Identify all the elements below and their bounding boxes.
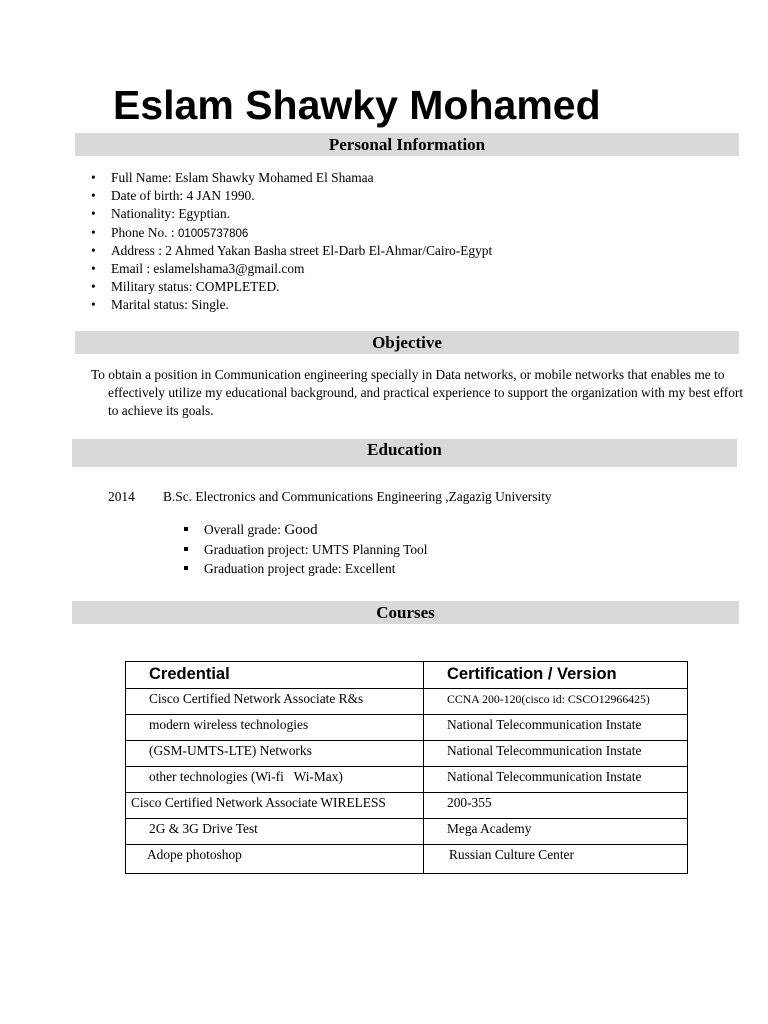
section-header-objective: Objective <box>75 331 739 354</box>
table-row <box>126 819 688 845</box>
table-row <box>126 767 688 793</box>
personal-nationality: • Nationality: Egyptian. <box>91 205 492 223</box>
course-certification: CCNA 200-120(cisco id: CSCO12966425) <box>424 689 688 715</box>
course-certification: Mega Academy <box>424 819 688 845</box>
table-row <box>126 741 688 767</box>
objective-text: To obtain a position in Communication engineering specially in Data networks, or mobile networks that enables me to effectively utilize my educational background, and practical experience to support the organization with my best effort to achieve its goals. <box>91 367 744 419</box>
course-certification: National Telecommunication Instate <box>424 741 688 767</box>
course-certification: National Telecommunication Instate <box>424 767 688 793</box>
education-details-list <box>184 520 427 579</box>
course-credential: other technologies (Wi-fi Wi-Max) <box>126 767 424 793</box>
table-row <box>126 793 688 819</box>
certification-column-header: Certification / Version <box>424 662 688 689</box>
credential-column-header: Credential <box>126 662 424 689</box>
personal-marital-status: • Marital status: Single. <box>91 296 492 314</box>
course-certification: 200-355 <box>424 793 688 819</box>
course-credential: Cisco Certified Network Associate R&s <box>126 689 424 715</box>
phone-number: 01005737806 <box>177 227 249 240</box>
course-credential: Adope photoshop <box>126 845 424 874</box>
personal-address: • Address : 2 Ahmed Yakan Basha street El-Darb El-Ahmar/Cairo-Egypt <box>91 242 492 260</box>
education-graduation-project: Graduation project: UMTS Planning Tool <box>184 540 427 560</box>
table-row <box>126 689 688 715</box>
courses-table <box>125 661 688 874</box>
personal-full-name: • Full Name: Eslam Shawky Mohamed El Shamaa <box>91 169 492 187</box>
resume-name: Eslam Shawky Mohamed <box>113 82 601 128</box>
course-certification: National Telecommunication Instate <box>424 715 688 741</box>
personal-phone <box>91 224 492 242</box>
phone-label: Phone No. : <box>111 224 178 240</box>
section-header-education: Education <box>72 439 737 467</box>
section-header-courses: Courses <box>72 601 739 624</box>
courses-table-header-row <box>126 662 688 689</box>
course-credential: 2G & 3G Drive Test <box>126 819 424 845</box>
personal-military-status: • Military status: COMPLETED. <box>91 278 492 296</box>
course-certification: Russian Culture Center <box>424 845 688 874</box>
table-row <box>126 845 688 874</box>
education-year: 2014 <box>108 489 135 504</box>
overall-grade-value: Good <box>284 522 318 538</box>
personal-info-list <box>91 169 492 315</box>
education-degree: B.Sc. Electronics and Communications Engineering ,Zagazig University <box>163 489 552 504</box>
course-credential: Cisco Certified Network Associate WIRELESS <box>126 793 424 819</box>
overall-grade-label: Overall grade: <box>204 522 285 537</box>
education-overall-grade <box>184 520 427 540</box>
education-project-grade: Graduation project grade: Excellent <box>184 559 427 579</box>
personal-date-of-birth: • Date of birth: 4 JAN 1990. <box>91 187 492 205</box>
table-row <box>126 715 688 741</box>
course-credential: modern wireless technologies <box>126 715 424 741</box>
section-header-personal-information: Personal Information <box>75 133 739 156</box>
personal-email: • Email : eslamelshama3@gmail.com <box>91 260 492 278</box>
course-credential: (GSM-UMTS-LTE) Networks <box>126 741 424 767</box>
